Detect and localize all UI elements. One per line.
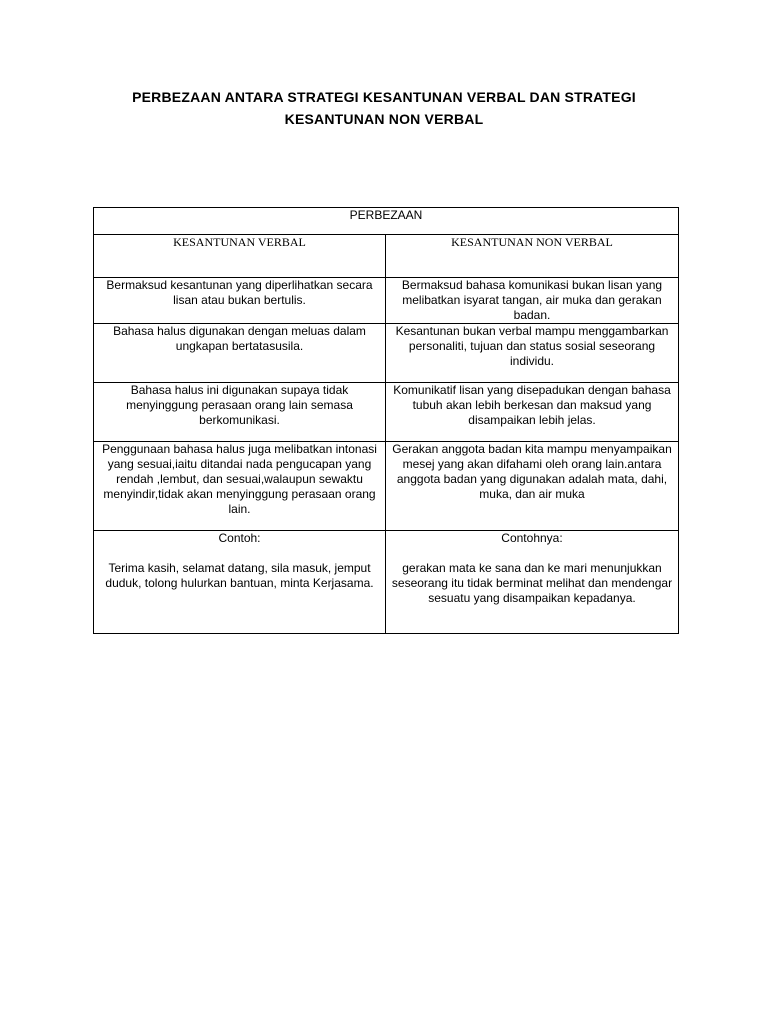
table-row bbox=[94, 442, 679, 531]
document-title-line-2: KESANTUNAN NON VERBAL bbox=[284, 111, 484, 127]
column-header-non-verbal: KESANTUNAN NON VERBAL bbox=[386, 235, 679, 278]
table-row bbox=[94, 383, 679, 442]
cell-verbal: Bahasa halus digunakan dengan meluas dalam ungkapan bertatasusila. bbox=[94, 324, 386, 383]
table-column-header-row bbox=[94, 235, 679, 278]
document-title-line-1: PERBEZAAN ANTARA STRATEGI KESANTUNAN VERBAL DAN STRATEGI bbox=[132, 89, 636, 105]
example-label-verbal: Contoh: bbox=[218, 531, 261, 545]
cell-verbal: Bermaksud kesantunan yang diperlihatkan secara lisan atau bukan bertulis. bbox=[94, 278, 386, 324]
example-text-verbal: Terima kasih, selamat datang, sila masuk, jemput duduk, tolong hulurkan bantuan, minta Kerjasama. bbox=[105, 561, 374, 590]
cell-non-verbal: Komunikatif lisan yang disepadukan dengan bahasa tubuh akan lebih berkesan dan maksud yang disampaikan lebih jelas. bbox=[386, 383, 679, 442]
example-text-non-verbal: gerakan mata ke sana dan ke mari menunjukkan seseorang itu tidak berminat melihat dan mendengar sesuatu yang disampaikan kepadanya. bbox=[391, 561, 673, 605]
document-title bbox=[0, 86, 768, 130]
cell-non-verbal: Bermaksud bahasa komunikasi bukan lisan yang melibatkan isyarat tangan, air muka dan gerakan badan. bbox=[386, 278, 679, 324]
table-main-header-row bbox=[94, 208, 679, 235]
cell-non-verbal: Gerakan anggota badan kita mampu menyampaikan mesej yang akan difahami oleh orang lain.antara anggota badan yang digunakan adalah mata, dahi, muka, dan air muka bbox=[386, 442, 679, 531]
table-row bbox=[94, 324, 679, 383]
cell-non-verbal-example bbox=[386, 531, 679, 634]
example-spacer bbox=[98, 546, 381, 561]
example-label-non-verbal: Contohnya: bbox=[501, 531, 563, 545]
table-row bbox=[94, 278, 679, 324]
cell-verbal-example bbox=[94, 531, 386, 634]
comparison-table bbox=[93, 207, 679, 634]
table-row-example bbox=[94, 531, 679, 634]
cell-verbal: Bahasa halus ini digunakan supaya tidak menyinggung perasaan orang lain semasa berkomunikasi. bbox=[94, 383, 386, 442]
table-main-header: PERBEZAAN bbox=[94, 208, 679, 235]
column-header-verbal: KESANTUNAN VERBAL bbox=[94, 235, 386, 278]
example-spacer bbox=[390, 546, 674, 561]
cell-verbal: Penggunaan bahasa halus juga melibatkan intonasi yang sesuai,iaitu ditandai nada pengucapan yang rendah ,lembut, dan sesuai,walaupun sewaktu menyindir,tidak akan menyinggung perasaan orang lain. bbox=[94, 442, 386, 531]
cell-non-verbal: Kesantunan bukan verbal mampu menggambarkan personaliti, tujuan dan status sosial seseorang individu. bbox=[386, 324, 679, 383]
